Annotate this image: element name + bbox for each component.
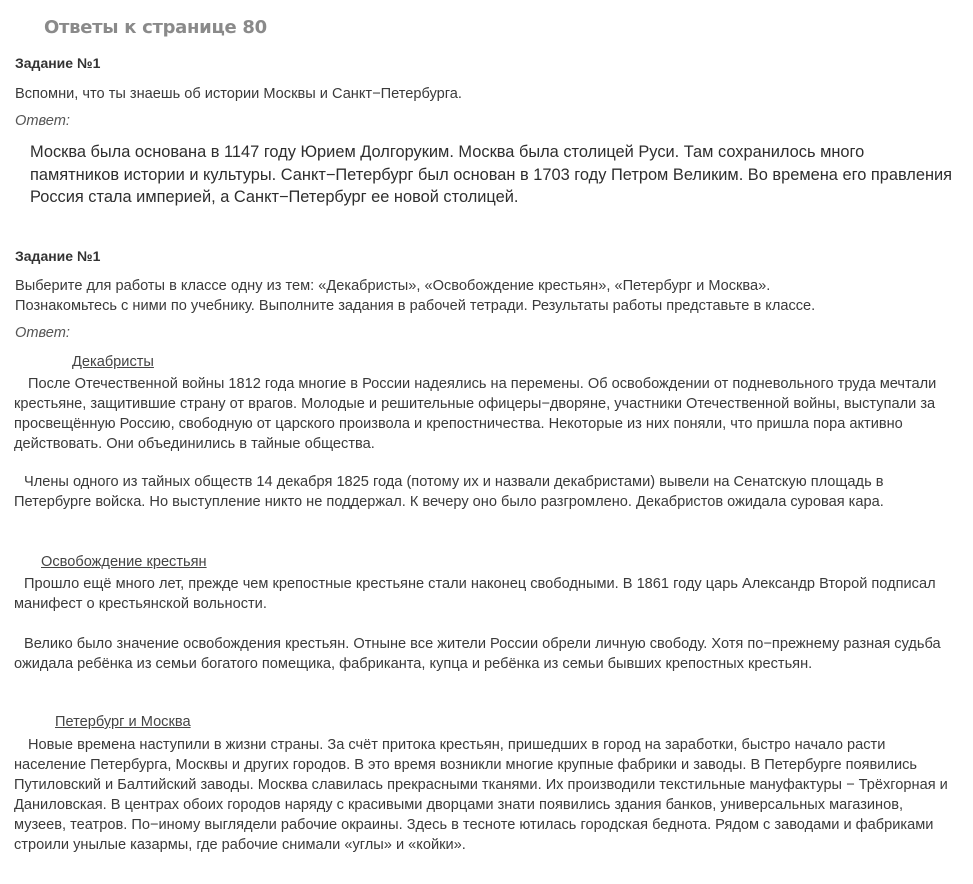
section-heading-emancipation: Освобождение крестьян [41, 554, 207, 570]
petersburg-moscow-paragraph-1: Новые времена наступили в жизни страны. За счёт притока крестьян, пришедших в город на заработки, быстро начало расти население Петербурга, Москвы и других городов. В это время возникли многие крупные фабрики и заводы. В Петербурге появились Путиловский и Балтийский заводы. Москва славилась прекрасными тканями. Их производили текстильные мануфактуры − Трёхгорная и Даниловская. В центрах обоих городов наряду с красивыми дворцами знати появились здания банков, универсальных магазинов, музеев, театров. По−иному выглядели рабочие окраины. Здесь в тесноте ютилась городская беднота. Рядом с заводами и фабриками строили унылые казармы, где рабочие снимали «углы» и «койки». [14, 737, 948, 853]
decembrists-paragraph-2: Члены одного из тайных обществ 14 декабря 1825 года (потому их и назвали декабристами) вывели на Сенатскую площадь в Петербурге войска. Но выступление никто не поддержал. К вечеру оно было разгромлено. Декабристов ожидала суровая кара. [14, 474, 884, 510]
section-heading-decembrists: Декабристы [72, 354, 154, 370]
task-1-answer-label: Ответ: [15, 113, 70, 129]
emancipation-paragraph-2: Велико было значение освобождения крестьян. Отныне все жители России обрели личную свободу. Хотя по−прежнему разная судьба ожидала ребёнка из семьи богатого помещика, фабриканта, купца и ребёнка из семьи бывших крепостных крестьян. [14, 636, 941, 672]
page-title: Ответы к странице 80 [44, 17, 267, 38]
task-1-answer: Москва была основана в 1147 году Юрием Долгоруким. Москва была столицей Руси. Там сохранилось много памятников истории и культуры. Санкт−Петербург был основан в 1703 году Петром Великим. Во времена его правления Россия стала империей, а Санкт−Петербург ее новой столицей. [30, 143, 953, 206]
task-1-title: Задание №1 [15, 55, 101, 71]
task-1-question: Вспомни, что ты знаешь об истории Москвы и Санкт−Петербурга. [15, 86, 462, 102]
emancipation-paragraph-1: Прошло ещё много лет, прежде чем крепостные крестьяне стали наконец свободными. В 1861 году царь Александр Второй подписал манифест о крестьянской вольности. [14, 576, 936, 612]
section-heading-petersburg-moscow: Петербург и Москва [55, 714, 191, 730]
task-2-question-line2: Познакомьтесь с ними по учебнику. Выполните задания в рабочей тетради. Результаты работы представьте в классе. [15, 298, 816, 314]
task-2-title: Задание №1 [15, 248, 101, 264]
task-2-question-line1: Выберите для работы в классе одну из тем: «Декабристы», «Освобождение крестьян», «Петербург и Москва». [15, 278, 771, 294]
task-2-answer-label: Ответ: [15, 325, 70, 341]
decembrists-paragraph-1: После Отечественной войны 1812 года многие в России надеялись на перемены. Об освобождении от подневольного труда мечтали крестьяне, защитившие страну от врагов. Молодые и решительные офицеры−дворяне, участники Отечественной войны, выступали за просвещённую Россию, свободную от царского произвола и крепостничества. Некоторые из них поняли, что пришла пора активно действовать. Они объединились в тайные общества. [14, 376, 937, 452]
